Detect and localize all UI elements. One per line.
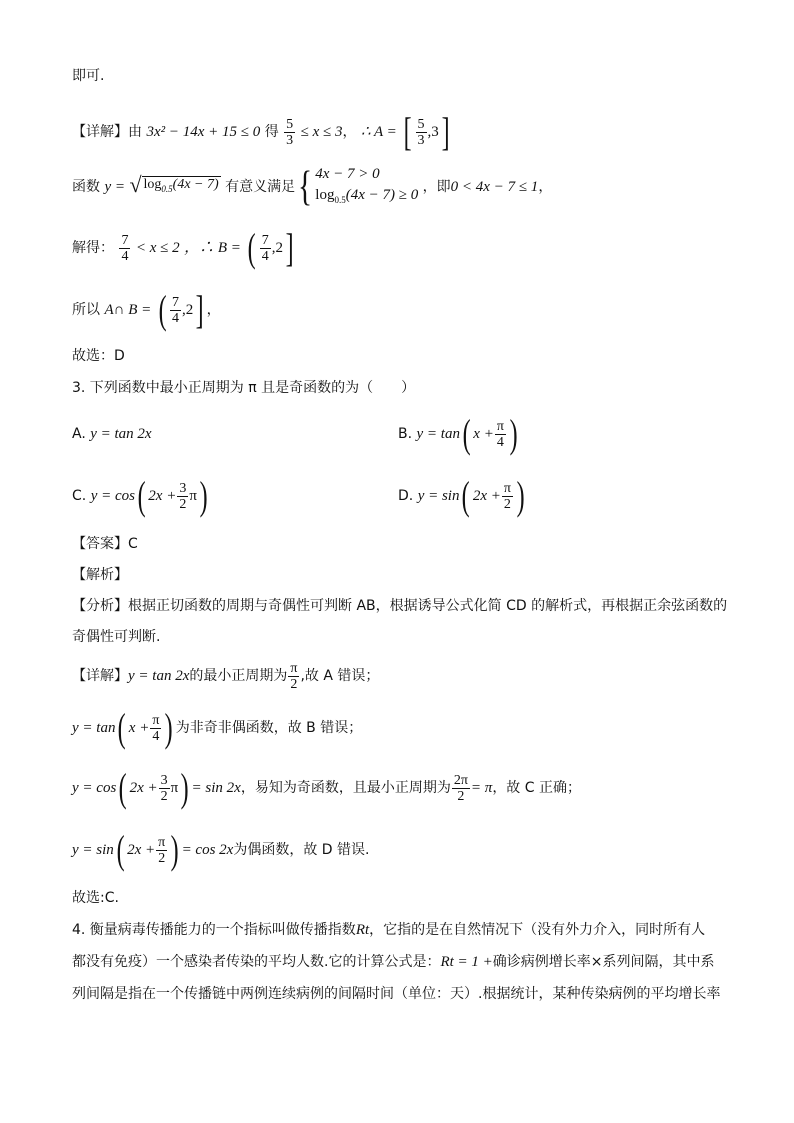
log-text: log [143, 177, 162, 193]
answer-line: 【答案】C [72, 536, 138, 552]
system-line-2 [315, 185, 418, 211]
math-therefore: ∴ A = [360, 124, 397, 140]
option-expression: y = tan 2x [90, 426, 152, 442]
equation-system [315, 164, 418, 211]
text: 的最小正周期为 [189, 668, 288, 684]
bracket-right: ] [195, 287, 204, 332]
denominator: 4 [152, 728, 160, 744]
text: ，故 C 正确； [492, 780, 581, 796]
text: ， [206, 302, 221, 318]
numerator: 5 [417, 116, 425, 132]
numerator: π [503, 480, 511, 496]
math-text: π [170, 780, 179, 796]
math-expression: = cos 2x [181, 842, 234, 858]
system-line-1: 4x − 7 > 0 [315, 165, 380, 182]
denominator: 3 [286, 132, 294, 148]
paren-right: ) [516, 473, 525, 518]
fraction-7-4 [170, 295, 181, 326]
denominator: 2 [160, 788, 168, 804]
denominator: 2 [290, 676, 298, 692]
question-4-line-1 [72, 920, 705, 940]
math-range: ≤ x ≤ 3 [300, 124, 343, 140]
math-text: ,2 [182, 302, 194, 318]
analysis-text-2: 奇偶性可判断. [72, 629, 161, 645]
so-line [72, 287, 221, 332]
numerator: 3 [179, 480, 187, 496]
text: 函数 [72, 179, 100, 196]
denominator: 2 [179, 496, 187, 512]
math-expression: y = tan 2x [128, 668, 190, 684]
numerator: π [158, 834, 166, 850]
bracket-left: [ [403, 109, 412, 154]
numerator: 7 [121, 232, 129, 248]
fraction-pi-2 [156, 835, 167, 866]
bracket-right: ] [441, 109, 450, 154]
option-d [398, 473, 527, 518]
math-formula: Rt = 1 + [440, 954, 493, 970]
paren-left: ( [462, 473, 471, 518]
option-c [72, 473, 210, 518]
numerator: 3 [160, 772, 168, 788]
paren-left: ( [158, 287, 167, 332]
question-3: 3. 下列函数中最小正周期为 π 且是奇函数的为（ ） [72, 380, 416, 396]
text: 得 [264, 124, 279, 140]
question-4-line-3: 列间隔是指在一个传播链中两例连续病例的间隔时间（单位：天）.根据统计，某种传染病例的平均增长率 [72, 986, 721, 1002]
denominator: 2 [158, 850, 166, 866]
question-4-line-2 [72, 952, 715, 972]
text: ,故 A 错误； [300, 668, 380, 684]
paren-left: ( [116, 827, 125, 872]
math-text: 2x + [472, 488, 501, 504]
function-domain-line [72, 162, 552, 212]
brace-left: { [298, 164, 313, 211]
fraction-pi-4 [150, 713, 161, 744]
math-text: ,2 [271, 240, 283, 256]
math-intersection: A∩ B = [104, 302, 152, 318]
text: 有意义满足 [225, 179, 296, 196]
text: 所以 [72, 302, 100, 318]
math-text: 2x + [127, 842, 156, 858]
bracket-right: ] [285, 225, 294, 270]
sqrt-symbol: √ [129, 172, 142, 197]
math-text: ,3 [427, 124, 439, 140]
math-inequality: 3x² − 14x + 15 ≤ 0 [146, 124, 261, 140]
numerator: 7 [172, 294, 180, 310]
text: ，它指的是在自然情况下（没有外力介入，同时所有人 [369, 922, 706, 938]
math-range: < x ≤ 2 [135, 240, 180, 256]
paren-left: ( [118, 705, 127, 750]
option-label: A. [72, 426, 86, 442]
option-expression: y = tan [416, 426, 460, 442]
solve-line [72, 225, 296, 270]
detail-line-1: 【详解】由 3x² − 14x + 15 ≤ 0 得 $\frac{5}{3}$ ≤ x ≤ 3， ∴ A = [ $\frac{5}{3}$ ,3] [72, 109, 450, 154]
option-label: D. [398, 488, 414, 504]
analysis-line: 【解析】 [72, 567, 128, 583]
numerator: π [152, 712, 160, 728]
paren-right: ) [180, 765, 189, 810]
fraction-5-3 [284, 117, 295, 148]
text: 为偶函数，故 D 错误. [233, 842, 370, 858]
option-expression: y = sin [417, 488, 460, 504]
detail-d-line [72, 827, 370, 872]
option-b [398, 411, 520, 456]
analysis-text-1: 【分析】根据正切函数的周期与奇偶性可判断 AB，根据诱导公式化简 CD 的解析式，再根据正余弦函数的 [72, 598, 728, 614]
math-text: y = [104, 179, 125, 196]
detail-2-line [72, 656, 379, 696]
detail-c-line [72, 765, 581, 810]
denominator: 4 [172, 310, 180, 326]
paren-right: ) [199, 473, 208, 518]
denominator: 3 [417, 132, 425, 148]
denominator: 2 [457, 788, 465, 804]
fraction-pi-4 [495, 419, 506, 450]
math-expression: = π [470, 780, 493, 796]
paren-left: ( [462, 411, 471, 456]
fraction-3-2 [177, 481, 188, 512]
log-text: log [315, 186, 335, 203]
math-text: 2x + [148, 488, 177, 504]
option-expression: y = cos [90, 488, 135, 504]
log-base: 0.5 [161, 184, 173, 195]
detail-label: 【详解】 [72, 668, 128, 684]
fraction-7-4 [119, 233, 130, 264]
fraction-pi-2 [288, 661, 299, 692]
denominator: 4 [496, 434, 504, 450]
numerator: 7 [261, 232, 269, 248]
log-arg: (4x − 7) ≥ 0 [345, 186, 419, 203]
fraction-3-2 [159, 773, 170, 804]
option-label: C. [72, 488, 87, 504]
text-line: 即可. [72, 68, 105, 84]
log-base: 0.5 [334, 194, 346, 205]
text: ，即 [422, 179, 451, 196]
sqrt-expression [129, 162, 220, 212]
choose-line-2: 故选:C. [72, 890, 119, 906]
math-expression: y = cos [72, 780, 117, 796]
paren-right: ) [170, 827, 179, 872]
choose-line-1: 故选：D [72, 348, 125, 364]
detail-label: 【详解】 [72, 124, 128, 140]
text: 4. 衡量病毒传播能力的一个指标叫做传播指数 [72, 922, 356, 938]
denominator: 4 [121, 248, 129, 264]
text: 解得： [72, 240, 114, 256]
text: 都没有免疫）一个感染者传染的平均人数.它的计算公式是： [72, 954, 441, 970]
denominator: 2 [503, 496, 511, 512]
math-text: 2x + [129, 780, 158, 796]
math-text: x + [128, 720, 150, 736]
sqrt-content [142, 176, 221, 195]
text: 由 [128, 124, 142, 140]
numerator: 2π [453, 772, 468, 788]
math-rt: Rt [355, 922, 370, 938]
numerator: π [290, 660, 298, 676]
detail-b-line [72, 705, 363, 750]
paren-left: ( [137, 473, 146, 518]
numerator: 5 [286, 116, 294, 132]
paren-left: ( [248, 225, 257, 270]
math-therefore: ，∴ B = [184, 240, 241, 256]
math-expression: = sin 2x [191, 780, 241, 796]
text: ，易知为奇函数，且最小正周期为 [240, 780, 451, 796]
math-expression: y = sin [72, 842, 114, 858]
fraction-7-4 [260, 233, 271, 264]
log-arg: (4x − 7) [172, 177, 219, 193]
denominator: 4 [261, 248, 269, 264]
fraction-2pi-2 [452, 773, 470, 804]
text: ， [538, 179, 553, 196]
math-inequality: 0 < 4x − 7 ≤ 1 [450, 179, 539, 196]
fraction-5-3 [416, 117, 427, 148]
math-text: π [189, 488, 197, 504]
text: 确诊病例增长率×系列间隔，其中系 [492, 954, 715, 970]
paren-left: ( [118, 765, 127, 810]
math-text: x + [473, 426, 494, 442]
paren-right: ) [509, 411, 518, 456]
numerator: π [496, 418, 504, 434]
paren-right: ) [165, 705, 174, 750]
option-a [72, 424, 152, 444]
text: 为非奇非偶函数，故 B 错误； [175, 720, 363, 736]
fraction-pi-2 [502, 481, 513, 512]
math-expression: y = tan [72, 720, 116, 736]
option-label: B. [398, 426, 413, 442]
